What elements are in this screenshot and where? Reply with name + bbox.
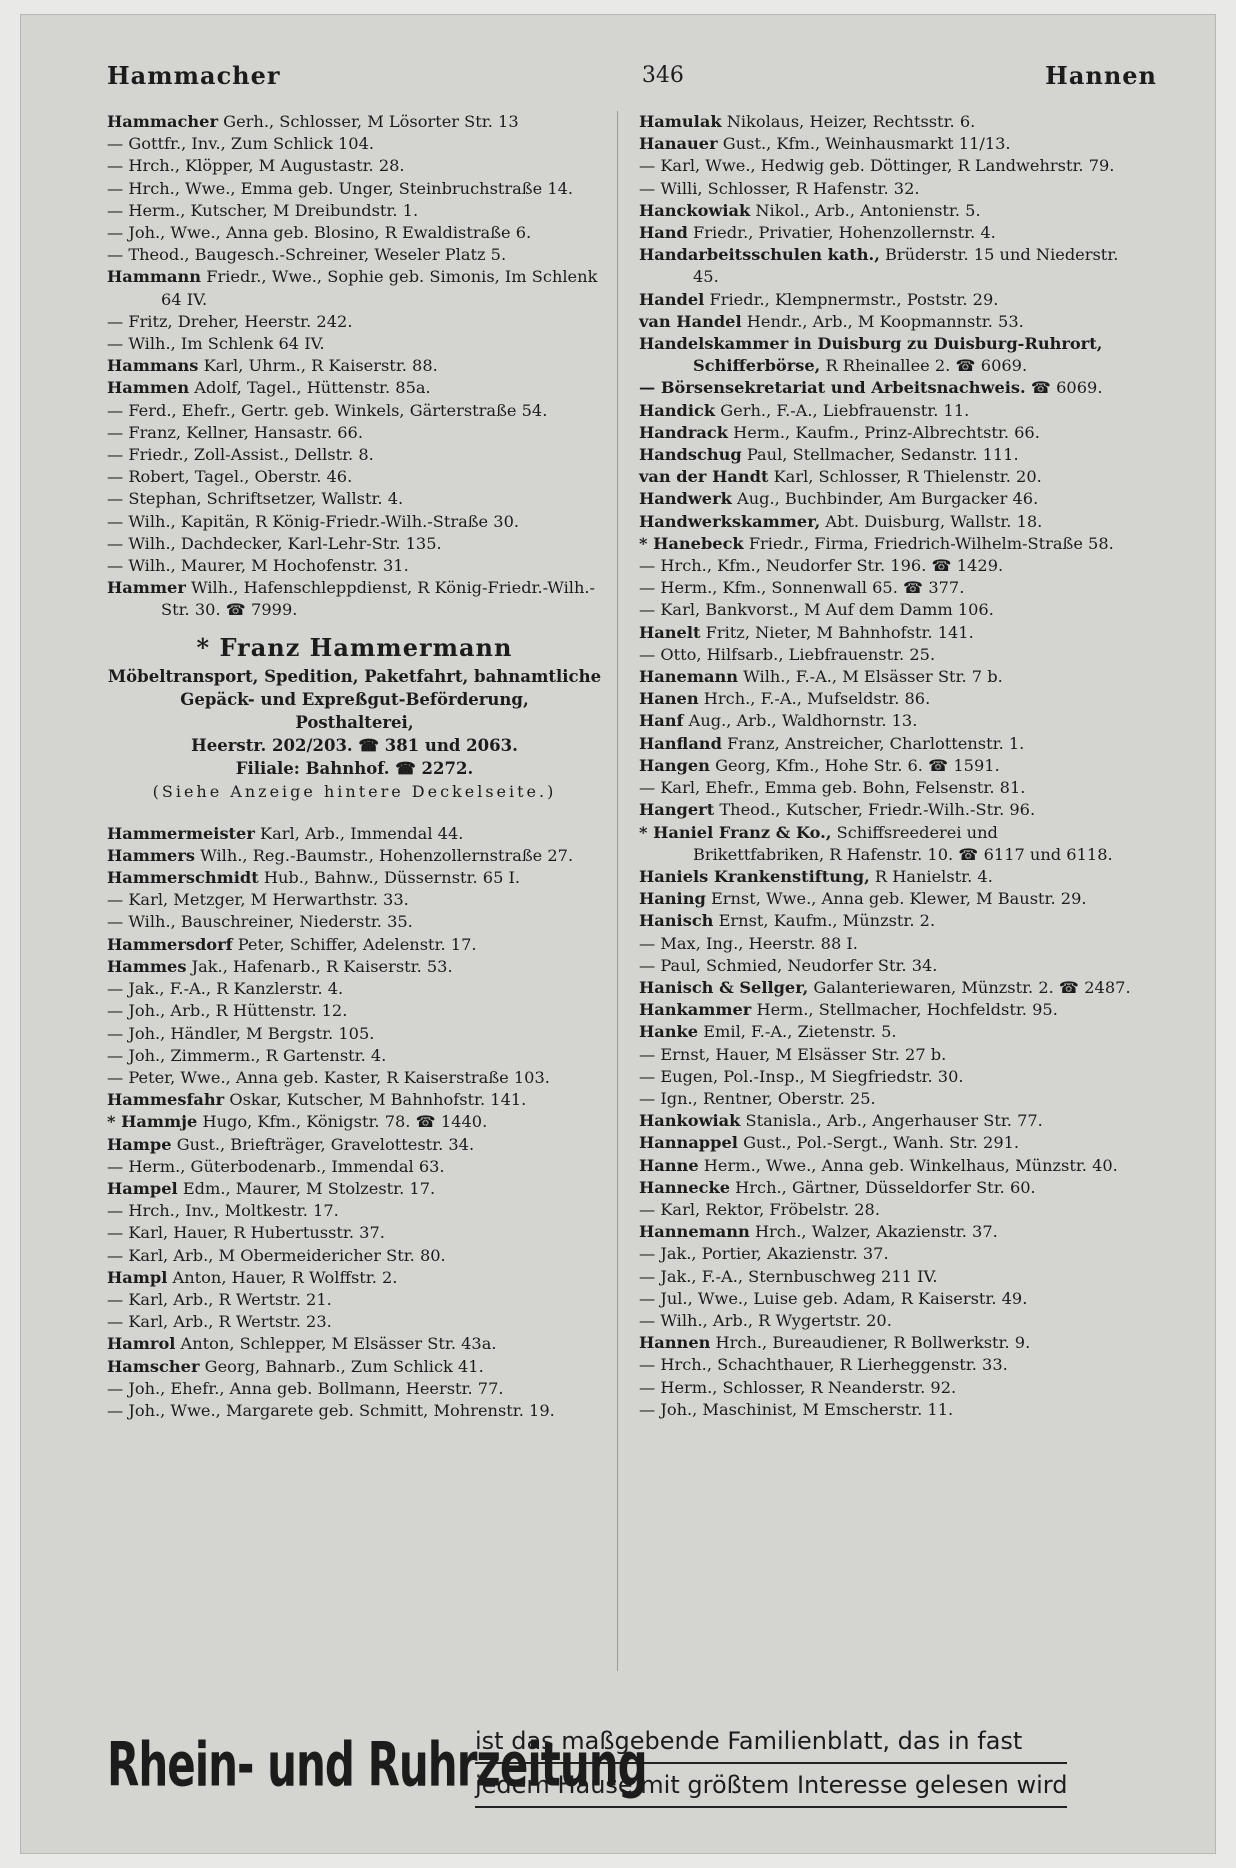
entry-details: Nikolaus, Heizer, Rechtsstr. 6. xyxy=(726,112,976,131)
entry-details: — Joh., Arb., R Hüttenstr. 12. xyxy=(107,1001,348,1021)
directory-entry xyxy=(107,1222,602,1244)
slogan-line-1: ist das maßgebende Familienblatt, das in fast xyxy=(475,1720,1067,1764)
entry-details: — Hrch., Wwe., Emma geb. Unger, Steinbruchstraße 14. xyxy=(107,178,574,198)
entry-surname: Hankowiak xyxy=(639,1111,741,1131)
directory-entry xyxy=(639,311,1134,333)
directory-entry xyxy=(107,1134,602,1156)
directory-entry xyxy=(107,1178,602,1200)
directory-entry xyxy=(107,1267,602,1289)
entry-details: Karl, Uhrm., R Kaiserstr. 88. xyxy=(203,356,438,376)
ad-title: * Franz Hammermann xyxy=(196,632,513,662)
directory-entry xyxy=(107,867,602,889)
entry-details: Wilh., Hafenschleppdienst, R König-Friedr.-Wilh.-Str. 30. ☎ 7999. xyxy=(161,578,595,620)
entry-surname: Hammers xyxy=(107,845,195,865)
column-divider xyxy=(617,111,618,1671)
entry-surname: Hanfland xyxy=(639,733,722,753)
entry-surname: Hampe xyxy=(107,1134,172,1154)
entry-details: Hendr., Arb., M Koopmannstr. 53. xyxy=(746,311,1024,331)
entry-surname: * Haniel Franz & Ko., xyxy=(639,822,832,842)
entry-details: Emil, F.-A., Zietenstr. 5. xyxy=(703,1022,897,1042)
entry-details: Georg, Kfm., Hohe Str. 6. ☎ 1591. xyxy=(715,755,1000,775)
entry-details: Peter, Schiffer, Adelenstr. 17. xyxy=(237,934,477,954)
directory-entry xyxy=(639,1354,1134,1376)
entry-surname: Hamrol xyxy=(107,1334,176,1354)
entry-surname: Hangen xyxy=(639,755,710,775)
entry-details: — Wilh., Kapitän, R König-Friedr.-Wilh.-Straße 30. xyxy=(107,511,520,531)
entry-details: — Joh., Zimmerm., R Gartenstr. 4. xyxy=(107,1045,387,1065)
entry-details: — Hrch., Inv., Moltkestr. 17. xyxy=(107,1201,339,1221)
entry-details: — Karl, Arb., R Wertstr. 21. xyxy=(107,1289,332,1309)
entry-surname: Hanelt xyxy=(639,622,701,642)
entry-details: — Paul, Schmied, Neudorfer Str. 34. xyxy=(639,955,938,975)
entry-details: R Hanielstr. 4. xyxy=(874,866,993,886)
entry-surname: Hammans xyxy=(107,356,199,376)
directory-entry xyxy=(639,533,1134,555)
directory-entry xyxy=(639,1266,1134,1288)
entry-surname: Hammen xyxy=(107,378,190,398)
entry-details: Jak., Hafenarb., R Kaiserstr. 53. xyxy=(191,956,453,976)
entry-surname: Handschug xyxy=(639,445,742,465)
directory-entry xyxy=(639,1310,1134,1332)
entry-details: — Wilh., Im Schlenk 64 IV. xyxy=(107,334,325,354)
entry-details: Schiffsreederei und Brikettfabriken, R Hafenstr. 10. ☎ 6117 und 6118. xyxy=(693,822,1113,864)
entry-surname: Hammer xyxy=(107,578,186,598)
entry-details: Aug., Buchbinder, Am Burgacker 46. xyxy=(737,489,1039,509)
entry-surname: Hannappel xyxy=(639,1133,738,1153)
entry-details: — Eugen, Pol.-Insp., M Siegfriedstr. 30. xyxy=(639,1066,964,1086)
entry-surname: van der Handt xyxy=(639,467,769,487)
entry-details: — Herm., Schlosser, R Neanderstr. 92. xyxy=(639,1377,957,1397)
entry-surname: Haniels Krankenstiftung, xyxy=(639,866,870,886)
entry-details: Wilh., F.-A., M Elsässer Str. 7 b. xyxy=(743,667,1003,687)
directory-entry xyxy=(107,1245,602,1267)
directory-entry xyxy=(107,355,602,377)
directory-entry xyxy=(639,799,1134,821)
entry-details: Stanisla., Arb., Angerhauser Str. 77. xyxy=(745,1111,1043,1131)
entry-details: — Karl, Metzger, M Herwarthstr. 33. xyxy=(107,890,409,910)
directory-entry xyxy=(639,622,1134,644)
entry-details: — Willi, Schlosser, R Hafenstr. 32. xyxy=(639,178,920,198)
entry-details: — Ferd., Ehefr., Gertr. geb. Winkels, Gärterstraße 54. xyxy=(107,400,548,420)
directory-entry xyxy=(107,466,602,488)
entry-details: — Hrch., Schachthauer, R Lierheggenstr. 33. xyxy=(639,1355,1008,1375)
directory-entry xyxy=(107,978,602,1000)
entry-details: — Herm., Kfm., Sonnenwall 65. ☎ 377. xyxy=(639,578,965,598)
directory-entry xyxy=(107,1023,602,1045)
entry-details: Anton, Hauer, R Wolffstr. 2. xyxy=(172,1267,398,1287)
entry-surname: Hankammer xyxy=(639,1000,752,1020)
ad-branch: Filiale: Bahnhof. ☎ 2272. xyxy=(235,758,474,778)
slogan-line-2: jedem Hause mit größtem Interesse gelesen wird xyxy=(475,1764,1067,1808)
directory-entry xyxy=(639,1243,1134,1265)
entry-details: — Jak., Portier, Akazienstr. 37. xyxy=(639,1244,889,1264)
entry-details: — Herm., Kutscher, M Dreibundstr. 1. xyxy=(107,200,419,220)
directory-entry xyxy=(639,644,1134,666)
directory-entry xyxy=(639,666,1134,688)
entry-details: Friedr., Firma, Friedrich-Wilhelm-Straße 58. xyxy=(748,533,1114,553)
header-left-word: Hammacher xyxy=(107,60,281,90)
entry-details: Galanteriewaren, Münzstr. 2. ☎ 2487. xyxy=(813,977,1131,997)
entry-surname: Handwerkskammer, xyxy=(639,511,821,531)
entry-details: Gerh., Schlosser, M Lösorter Str. 13 xyxy=(223,112,519,131)
directory-entry xyxy=(639,1021,1134,1043)
directory-entry xyxy=(639,244,1134,288)
directory-entry xyxy=(639,599,1134,621)
directory-entry xyxy=(639,222,1134,244)
entry-details: Hub., Bahnw., Düssernstr. 65 I. xyxy=(263,868,521,888)
entry-surname: Hammersdorf xyxy=(107,934,233,954)
directory-entry xyxy=(639,888,1134,910)
directory-entry xyxy=(107,956,602,978)
entry-surname: Hannen xyxy=(639,1333,711,1353)
entry-surname: Handarbeitsschulen kath., xyxy=(639,245,880,265)
entry-details: — Karl, Ehefr., Emma geb. Bohn, Felsenstr. 81. xyxy=(639,778,1026,798)
entry-surname: Hammerschmidt xyxy=(107,868,259,888)
entry-details: — Karl, Bankvorst., M Auf dem Damm 106. xyxy=(639,600,994,620)
entry-details: — Jul., Wwe., Luise geb. Adam, R Kaiserstr. 49. xyxy=(639,1288,1028,1308)
directory-entry xyxy=(639,710,1134,732)
entry-details: Herm., Stellmacher, Hochfeldstr. 95. xyxy=(756,1000,1058,1020)
directory-entry xyxy=(639,977,1134,999)
entry-details: — Karl, Hauer, R Hubertusstr. 37. xyxy=(107,1223,385,1243)
entry-details: Friedr., Privatier, Hohenzollernstr. 4. xyxy=(693,223,996,243)
directory-entry xyxy=(107,155,602,177)
entry-details: Ernst, Kaufm., Münzstr. 2. xyxy=(718,911,936,931)
entry-surname: Hanf xyxy=(639,711,684,731)
directory-entry xyxy=(107,511,602,533)
entry-details: — Joh., Händler, M Bergstr. 105. xyxy=(107,1023,375,1043)
directory-entry xyxy=(639,688,1134,710)
entry-details: Nikol., Arb., Antonienstr. 5. xyxy=(755,200,981,220)
entry-details: Karl, Schlosser, R Thielenstr. 20. xyxy=(773,467,1042,487)
directory-entry xyxy=(639,333,1134,377)
entry-surname: Hannecke xyxy=(639,1177,730,1197)
entry-details: — Ign., Rentner, Oberstr. 25. xyxy=(639,1088,876,1108)
directory-entry xyxy=(639,1377,1134,1399)
directory-entry xyxy=(639,1199,1134,1221)
entry-details: Herm., Wwe., Anna geb. Winkelhaus, Münzstr. 40. xyxy=(703,1155,1118,1175)
directory-entry xyxy=(107,178,602,200)
directory-entry xyxy=(107,488,602,510)
entry-details: — Franz, Kellner, Hansastr. 66. xyxy=(107,422,364,442)
entry-details: Hugo, Kfm., Königstr. 78. ☎ 1440. xyxy=(202,1112,488,1132)
entry-details: Hrch., F.-A., Mufseldstr. 86. xyxy=(703,689,931,709)
left-entry-list xyxy=(107,111,602,622)
entry-details: — Gottfr., Inv., Zum Schlick 104. xyxy=(107,134,375,154)
directory-entry xyxy=(639,755,1134,777)
directory-entry xyxy=(107,1356,602,1378)
directory-entry xyxy=(107,444,602,466)
entry-surname: Hanauer xyxy=(639,134,718,154)
entry-details: Hrch., Bureaudiener, R Bollwerkstr. 9. xyxy=(715,1333,1031,1353)
left-column xyxy=(107,111,602,1422)
directory-entry xyxy=(639,400,1134,422)
entry-details: — Ernst, Hauer, M Elsässer Str. 27 b. xyxy=(639,1044,947,1064)
entry-surname: Hampl xyxy=(107,1267,168,1287)
entry-surname: Hanckowiak xyxy=(639,200,751,220)
entry-details: Ernst, Wwe., Anna geb. Klewer, M Baustr. 29. xyxy=(710,889,1087,909)
directory-entry xyxy=(107,244,602,266)
directory-entry xyxy=(639,111,1134,133)
directory-entry xyxy=(107,1289,602,1311)
newspaper-logo: Rhein- und Ruhrzeitung xyxy=(107,1728,647,1800)
directory-entry xyxy=(639,133,1134,155)
entry-surname: van Handel xyxy=(639,311,742,331)
entry-details: — Jak., F.-A., R Kanzlerstr. 4. xyxy=(107,979,344,999)
directory-entry xyxy=(107,422,602,444)
entry-details: Paul, Stellmacher, Sedanstr. 111. xyxy=(746,445,1019,465)
right-entry-list xyxy=(639,111,1134,1421)
directory-entry xyxy=(639,289,1134,311)
directory-entry xyxy=(639,733,1134,755)
entry-details: — Joh., Ehefr., Anna geb. Bollmann, Heerstr. 77. xyxy=(107,1378,504,1398)
entry-surname: Hanisch & Sellger, xyxy=(639,977,809,997)
entry-details: — Wilh., Maurer, M Hochofenstr. 31. xyxy=(107,556,409,576)
entry-surname: Hammermeister xyxy=(107,823,255,843)
entry-surname: Hanen xyxy=(639,689,699,709)
directory-entry xyxy=(107,577,602,621)
right-column xyxy=(639,111,1134,1421)
entry-surname: * Hammje xyxy=(107,1112,198,1132)
directory-entry xyxy=(639,999,1134,1021)
directory-entry xyxy=(107,1156,602,1178)
entry-surname: Hanisch xyxy=(639,911,714,931)
entry-surname: Haning xyxy=(639,889,706,909)
entry-details: Edm., Maurer, M Stolzestr. 17. xyxy=(182,1178,436,1198)
directory-entry xyxy=(107,266,602,310)
entry-surname: Hampel xyxy=(107,1178,178,1198)
entry-surname: Handel xyxy=(639,289,705,309)
entry-surname: Hammacher xyxy=(107,112,218,131)
entry-details: Theod., Kutscher, Friedr.-Wilh.-Str. 96. xyxy=(719,800,1036,820)
directory-entry xyxy=(107,889,602,911)
entry-details: — Max, Ing., Heerstr. 88 I. xyxy=(639,933,858,953)
directory-entry xyxy=(107,222,602,244)
entry-details: — Wilh., Arb., R Wygertstr. 20. xyxy=(639,1310,892,1330)
entry-details: Adolf, Tagel., Hüttenstr. 85a. xyxy=(194,378,431,398)
entry-surname: Hammesfahr xyxy=(107,1090,225,1110)
page-header xyxy=(107,55,1157,95)
entry-surname: Handwerk xyxy=(639,489,732,509)
entry-details: — Jak., F.-A., Sternbuschweg 211 IV. xyxy=(639,1266,938,1286)
entry-details: Wilh., Reg.-Baumstr., Hohenzollernstraße 27. xyxy=(200,845,574,865)
entry-details: Gust., Pol.-Sergt., Wanh. Str. 291. xyxy=(743,1133,1020,1153)
left-entry-list-2 xyxy=(107,823,602,1422)
entry-details: Franz, Anstreicher, Charlottenstr. 1. xyxy=(727,733,1025,753)
directory-entry xyxy=(639,1044,1134,1066)
directory-entry xyxy=(639,488,1134,510)
entry-surname: Handelskammer in Duisburg zu Duisburg-Ruhrort, Schifferbörse, xyxy=(639,334,1103,376)
directory-entry xyxy=(107,1089,602,1111)
entry-details: — Friedr., Zoll-Assist., Dellstr. 8. xyxy=(107,445,374,465)
entry-details: Georg, Bahnarb., Zum Schlick 41. xyxy=(204,1356,484,1376)
directory-entry xyxy=(107,823,602,845)
directory-entry xyxy=(107,133,602,155)
directory-entry xyxy=(107,1200,602,1222)
entry-surname: Hamscher xyxy=(107,1356,200,1376)
directory-entry xyxy=(639,822,1134,866)
directory-entry xyxy=(639,1399,1134,1421)
entry-details: Aug., Arb., Waldhornstr. 13. xyxy=(688,711,918,731)
directory-entry xyxy=(639,933,1134,955)
directory-entry xyxy=(639,555,1134,577)
directory-entry xyxy=(107,333,602,355)
entry-surname: Hangert xyxy=(639,800,715,820)
entry-details: ☎ 6069. xyxy=(1030,378,1103,398)
entry-details: — Hrch., Kfm., Neudorfer Str. 196. ☎ 1429. xyxy=(639,556,1004,576)
directory-entry xyxy=(107,400,602,422)
ad-note: (Siehe Anzeige hintere Deckelseite.) xyxy=(152,781,557,801)
entry-details: Hrch., Gärtner, Düsseldorfer Str. 60. xyxy=(735,1177,1036,1197)
directory-entry xyxy=(107,1111,602,1133)
directory-entry xyxy=(639,955,1134,977)
directory-entry xyxy=(639,1132,1134,1154)
entry-surname: Hanne xyxy=(639,1155,699,1175)
entry-surname: Hanemann xyxy=(639,667,739,687)
entry-surname: Handrack xyxy=(639,422,728,442)
hammermann-advertisement xyxy=(107,632,602,803)
entry-details: — Theod., Baugesch.-Schreiner, Weseler Platz 5. xyxy=(107,245,507,265)
entry-details: — Peter, Wwe., Anna geb. Kaster, R Kaiserstraße 103. xyxy=(107,1067,550,1087)
directory-entry xyxy=(639,155,1134,177)
entry-details: Hrch., Walzer, Akazienstr. 37. xyxy=(754,1222,998,1242)
entry-details: — Herm., Güterbodenarb., Immendal 63. xyxy=(107,1156,445,1176)
entry-details: — Stephan, Schriftsetzer, Wallstr. 4. xyxy=(107,489,404,509)
directory-entry xyxy=(107,533,602,555)
directory-entry xyxy=(639,200,1134,222)
newspaper-advertisement xyxy=(107,1719,1157,1809)
directory-entry xyxy=(639,1066,1134,1088)
entry-surname: Handick xyxy=(639,400,716,420)
entry-details: — Robert, Tagel., Oberstr. 46. xyxy=(107,467,353,487)
entry-details: — Wilh., Bauschreiner, Niederstr. 35. xyxy=(107,912,413,932)
directory-entry xyxy=(639,910,1134,932)
directory-entry xyxy=(107,911,602,933)
directory-entry xyxy=(107,845,602,867)
entry-surname: Hanke xyxy=(639,1022,699,1042)
directory-entry xyxy=(639,577,1134,599)
entry-details: — Fritz, Dreher, Heerstr. 242. xyxy=(107,311,353,331)
directory-entry xyxy=(107,200,602,222)
ad-posthalterei: Posthalterei, xyxy=(295,712,414,732)
directory-entry xyxy=(107,377,602,399)
directory-entry xyxy=(107,555,602,577)
entry-details: Fritz, Nieter, M Bahnhofstr. 141. xyxy=(705,622,974,642)
directory-entry xyxy=(639,444,1134,466)
entry-details: Friedr., Klempnermstr., Poststr. 29. xyxy=(709,289,999,309)
directory-entry xyxy=(107,1000,602,1022)
directory-entry xyxy=(639,866,1134,888)
directory-entry xyxy=(639,1177,1134,1199)
entry-surname: Hannemann xyxy=(639,1222,750,1242)
entry-details: Karl, Arb., Immendal 44. xyxy=(260,823,464,843)
entry-details: Herm., Kaufm., Prinz-Albrechtstr. 66. xyxy=(733,422,1040,442)
entry-details: — Joh., Maschinist, M Emscherstr. 11. xyxy=(639,1399,954,1419)
directory-entry xyxy=(639,1110,1134,1132)
entry-details: — Otto, Hilfsarb., Liebfrauenstr. 25. xyxy=(639,644,936,664)
entry-details: — Wilh., Dachdecker, Karl-Lehr-Str. 135. xyxy=(107,533,442,553)
entry-details: Gerh., F.-A., Liebfrauenstr. 11. xyxy=(720,400,970,420)
directory-entry xyxy=(639,1221,1134,1243)
entry-surname: — Börsensekretariat und Arbeitsnachweis. xyxy=(639,378,1026,398)
entry-details: Oskar, Kutscher, M Bahnhofstr. 141. xyxy=(229,1090,527,1110)
entry-surname: * Hanebeck xyxy=(639,533,744,553)
entry-surname: Hand xyxy=(639,223,688,243)
directory-entry xyxy=(639,511,1134,533)
entry-details: — Karl, Arb., M Obermeidericher Str. 80. xyxy=(107,1245,446,1265)
entry-details: Gust., Kfm., Weinhausmarkt 11/13. xyxy=(722,134,1011,154)
entry-details: — Karl, Wwe., Hedwig geb. Döttinger, R Landwehrstr. 79. xyxy=(639,156,1115,176)
directory-entry xyxy=(639,178,1134,200)
entry-details: R Rheinallee 2. ☎ 6069. xyxy=(825,356,1028,376)
ad-address: Heerstr. 202/203. ☎ 381 und 2063. xyxy=(191,735,518,755)
entry-surname: Hamulak xyxy=(639,112,722,131)
entry-details: — Hrch., Klöpper, M Augustastr. 28. xyxy=(107,156,405,176)
directory-page xyxy=(20,14,1216,1854)
entry-details: — Joh., Wwe., Anna geb. Blosino, R Ewaldistraße 6. xyxy=(107,223,532,243)
entry-surname: Hammann xyxy=(107,267,202,287)
directory-entry xyxy=(639,422,1134,444)
entry-details: Friedr., Wwe., Sophie geb. Simonis, Im Schlenk 64 IV. xyxy=(161,267,598,309)
entry-details: Brüderstr. 15 und Niederstr. 45. xyxy=(693,245,1119,287)
directory-entry xyxy=(107,1067,602,1089)
entry-details: — Joh., Wwe., Margarete geb. Schmitt, Mohrenstr. 19. xyxy=(107,1400,555,1420)
entry-details: — Karl, Rektor, Fröbelstr. 28. xyxy=(639,1199,880,1219)
directory-entry xyxy=(107,1045,602,1067)
ad-services: Möbeltransport, Spedition, Paketfahrt, bahnamtliche Gepäck- und Expreßgut-Beförderung, xyxy=(107,666,602,709)
directory-entry xyxy=(107,311,602,333)
directory-entry xyxy=(639,777,1134,799)
directory-entry xyxy=(107,1400,602,1422)
entry-details: — Karl, Arb., R Wertstr. 23. xyxy=(107,1312,332,1332)
page-number: 346 xyxy=(641,62,684,88)
directory-entry xyxy=(107,1333,602,1355)
directory-entry xyxy=(107,1378,602,1400)
directory-entry xyxy=(107,1311,602,1333)
entry-details: Gust., Briefträger, Gravelottestr. 34. xyxy=(176,1134,475,1154)
directory-entry xyxy=(639,1088,1134,1110)
directory-entry xyxy=(639,1155,1134,1177)
directory-entry xyxy=(639,1288,1134,1310)
entry-details: Anton, Schlepper, M Elsässer Str. 43a. xyxy=(180,1334,497,1354)
directory-entry xyxy=(639,466,1134,488)
directory-entry xyxy=(639,377,1134,399)
entry-surname: Hammes xyxy=(107,956,187,976)
directory-entry xyxy=(107,111,602,133)
directory-entry xyxy=(639,1332,1134,1354)
directory-entry xyxy=(107,934,602,956)
header-right-word: Hannen xyxy=(1045,60,1157,90)
entry-details: Abt. Duisburg, Wallstr. 18. xyxy=(825,511,1043,531)
